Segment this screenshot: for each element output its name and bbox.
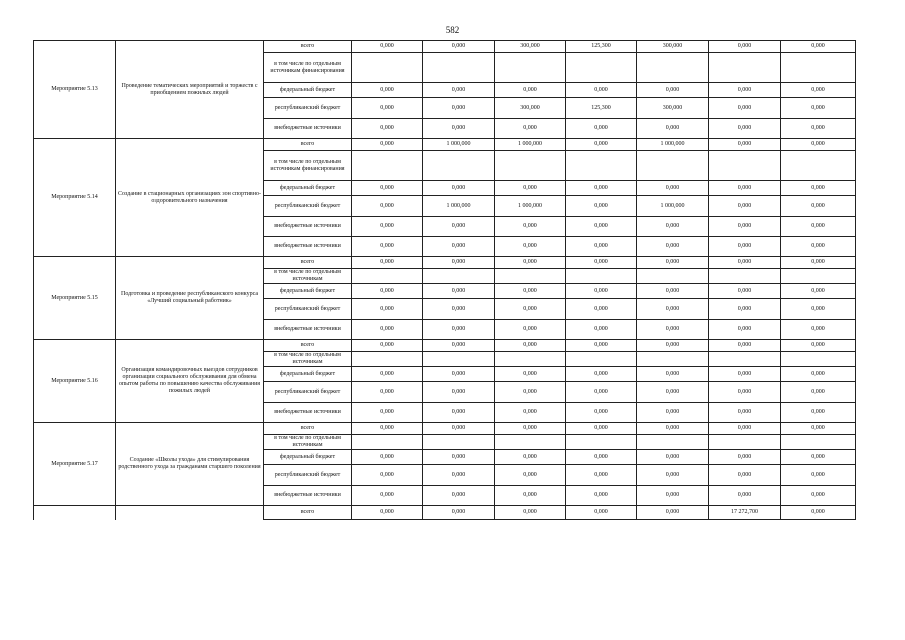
amount-cell: 0,000 (423, 465, 495, 486)
amount-cell: 0,000 (423, 41, 495, 53)
amount-cell (352, 151, 423, 181)
amount-cell: 0,000 (566, 403, 637, 423)
amount-cell (709, 53, 781, 83)
funding-source: республиканский бюджет (264, 382, 352, 403)
amount-cell (637, 53, 709, 83)
amount-cell: 0,000 (423, 340, 495, 352)
measure-description (116, 506, 264, 520)
amount-cell (352, 435, 423, 450)
funding-source: республиканский бюджет (264, 465, 352, 486)
measure-id: Мероприятие 5.15 (34, 257, 116, 340)
amount-cell (566, 151, 637, 181)
amount-cell: 0,000 (566, 486, 637, 506)
amount-cell: 0,000 (637, 506, 709, 520)
measure-description: Проведение тематических мероприятий и торжеств с приобщением пожилых людей (116, 41, 264, 139)
table-row (34, 139, 856, 151)
amount-cell: 300,000 (637, 41, 709, 53)
amount-cell: 0,000 (709, 119, 781, 139)
amount-cell: 0,000 (781, 196, 856, 217)
amount-cell: 0,000 (352, 196, 423, 217)
amount-cell: 0,000 (352, 217, 423, 237)
amount-cell: 0,000 (495, 83, 566, 98)
funding-source: всего (264, 506, 352, 520)
amount-cell: 125,300 (566, 98, 637, 119)
amount-cell (423, 151, 495, 181)
funding-source: федеральный бюджет (264, 367, 352, 382)
amount-cell: 0,000 (423, 382, 495, 403)
amount-cell: 17 272,700 (709, 506, 781, 520)
amount-cell: 0,000 (495, 284, 566, 299)
amount-cell: 0,000 (781, 284, 856, 299)
measure-description: Создание в стационарных организациях зон спортивно-оздоровительного назначения (116, 139, 264, 257)
amount-cell: 125,300 (566, 41, 637, 53)
funding-source: федеральный бюджет (264, 181, 352, 196)
amount-cell: 1 000,000 (423, 139, 495, 151)
measure-id: Мероприятие 5.16 (34, 340, 116, 423)
amount-cell: 1 000,000 (637, 139, 709, 151)
amount-cell: 0,000 (423, 284, 495, 299)
amount-cell: 0,000 (781, 382, 856, 403)
amount-cell: 0,000 (352, 41, 423, 53)
funding-source: в том числе по отдельным источникам финансирования (264, 53, 352, 83)
amount-cell (566, 53, 637, 83)
amount-cell (352, 269, 423, 284)
amount-cell: 0,000 (566, 423, 637, 435)
amount-cell: 0,000 (781, 403, 856, 423)
amount-cell: 0,000 (566, 196, 637, 217)
amount-cell: 0,000 (709, 41, 781, 53)
table-row (34, 340, 856, 352)
amount-cell: 0,000 (637, 403, 709, 423)
amount-cell: 0,000 (423, 423, 495, 435)
measure-description: Подготовка и проведение республиканского конкурса «Лучший социальный работник» (116, 257, 264, 340)
amount-cell: 0,000 (352, 423, 423, 435)
amount-cell: 0,000 (352, 98, 423, 119)
funding-source: в том числе по отдельным источникам (264, 269, 352, 284)
amount-cell: 0,000 (781, 423, 856, 435)
amount-cell: 0,000 (495, 486, 566, 506)
amount-cell: 0,000 (637, 423, 709, 435)
amount-cell: 0,000 (566, 83, 637, 98)
amount-cell: 0,000 (495, 450, 566, 465)
amount-cell: 0,000 (781, 506, 856, 520)
amount-cell: 0,000 (709, 367, 781, 382)
amount-cell (495, 53, 566, 83)
amount-cell: 0,000 (495, 340, 566, 352)
amount-cell: 0,000 (495, 320, 566, 340)
amount-cell (709, 269, 781, 284)
amount-cell: 0,000 (495, 506, 566, 520)
amount-cell: 0,000 (423, 320, 495, 340)
amount-cell: 0,000 (566, 299, 637, 320)
amount-cell: 0,000 (352, 83, 423, 98)
funding-source: всего (264, 423, 352, 435)
amount-cell: 0,000 (352, 340, 423, 352)
amount-cell: 0,000 (423, 403, 495, 423)
amount-cell: 0,000 (637, 119, 709, 139)
amount-cell: 0,000 (352, 181, 423, 196)
amount-cell: 0,000 (781, 486, 856, 506)
funding-source: внебюджетные источники (264, 403, 352, 423)
measure-description: Организация командировочных выездов сотрудников организации социального обслуживания для обмена опытом работы по повышению качества обслуживания пожилых людей (116, 340, 264, 423)
amount-cell (781, 269, 856, 284)
amount-cell: 0,000 (352, 450, 423, 465)
amount-cell: 0,000 (637, 486, 709, 506)
amount-cell: 0,000 (495, 299, 566, 320)
amount-cell: 0,000 (352, 486, 423, 506)
amount-cell: 0,000 (637, 217, 709, 237)
amount-cell: 0,000 (781, 119, 856, 139)
amount-cell: 0,000 (566, 237, 637, 257)
amount-cell: 0,000 (352, 237, 423, 257)
amount-cell: 0,000 (709, 217, 781, 237)
amount-cell: 0,000 (423, 98, 495, 119)
amount-cell: 1 000,000 (423, 196, 495, 217)
amount-cell: 0,000 (566, 217, 637, 237)
funding-source: внебюджетные источники (264, 119, 352, 139)
amount-cell: 0,000 (781, 217, 856, 237)
amount-cell: 0,000 (566, 284, 637, 299)
amount-cell: 0,000 (709, 382, 781, 403)
amount-cell: 0,000 (566, 119, 637, 139)
amount-cell: 0,000 (495, 257, 566, 269)
amount-cell: 300,000 (637, 98, 709, 119)
amount-cell (709, 151, 781, 181)
amount-cell: 0,000 (637, 299, 709, 320)
amount-cell: 0,000 (352, 299, 423, 320)
amount-cell: 0,000 (495, 403, 566, 423)
amount-cell (637, 352, 709, 367)
measure-id: Мероприятие 5.13 (34, 41, 116, 139)
funding-source: всего (264, 257, 352, 269)
amount-cell: 0,000 (709, 423, 781, 435)
amount-cell: 0,000 (781, 450, 856, 465)
amount-cell: 0,000 (709, 83, 781, 98)
amount-cell: 0,000 (423, 299, 495, 320)
amount-cell: 0,000 (637, 284, 709, 299)
amount-cell: 0,000 (423, 450, 495, 465)
funding-source: республиканский бюджет (264, 98, 352, 119)
amount-cell: 0,000 (566, 367, 637, 382)
amount-cell: 1 000,000 (495, 139, 566, 151)
amount-cell: 0,000 (709, 299, 781, 320)
amount-cell: 0,000 (637, 83, 709, 98)
amount-cell: 0,000 (566, 320, 637, 340)
funding-source: федеральный бюджет (264, 83, 352, 98)
funding-source: внебюджетные источники (264, 320, 352, 340)
amount-cell: 0,000 (566, 382, 637, 403)
amount-cell: 0,000 (352, 506, 423, 520)
table-row (34, 506, 856, 520)
amount-cell: 300,000 (495, 41, 566, 53)
amount-cell: 0,000 (637, 340, 709, 352)
amount-cell (566, 435, 637, 450)
amount-cell: 0,000 (709, 139, 781, 151)
amount-cell (637, 151, 709, 181)
amount-cell: 0,000 (781, 237, 856, 257)
amount-cell: 0,000 (352, 257, 423, 269)
amount-cell: 0,000 (566, 139, 637, 151)
funding-source: внебюджетные источники (264, 237, 352, 257)
amount-cell: 0,000 (709, 320, 781, 340)
amount-cell: 0,000 (566, 257, 637, 269)
amount-cell (423, 269, 495, 284)
amount-cell: 1 000,000 (495, 196, 566, 217)
amount-cell (495, 352, 566, 367)
amount-cell (781, 352, 856, 367)
amount-cell (709, 435, 781, 450)
amount-cell (781, 53, 856, 83)
amount-cell: 0,000 (566, 465, 637, 486)
amount-cell (423, 53, 495, 83)
amount-cell: 0,000 (352, 465, 423, 486)
amount-cell: 0,000 (781, 367, 856, 382)
page-number: 582 (445, 25, 460, 35)
amount-cell (566, 269, 637, 284)
funding-source: федеральный бюджет (264, 284, 352, 299)
amount-cell: 0,000 (781, 340, 856, 352)
amount-cell: 0,000 (423, 506, 495, 520)
amount-cell: 0,000 (495, 465, 566, 486)
measure-id (34, 506, 116, 520)
measure-description: Создание «Школы ухода» для стимулирования родственного ухода за гражданами старшего поколения (116, 423, 264, 506)
amount-cell (781, 435, 856, 450)
amount-cell: 0,000 (709, 196, 781, 217)
amount-cell: 0,000 (495, 119, 566, 139)
funding-source: внебюджетные источники (264, 486, 352, 506)
amount-cell: 0,000 (637, 181, 709, 196)
budget-table (33, 40, 856, 520)
amount-cell: 0,000 (495, 217, 566, 237)
amount-cell (423, 435, 495, 450)
amount-cell: 0,000 (423, 257, 495, 269)
amount-cell: 0,000 (781, 98, 856, 119)
amount-cell: 0,000 (352, 284, 423, 299)
amount-cell: 0,000 (352, 119, 423, 139)
measure-id: Мероприятие 5.17 (34, 423, 116, 506)
amount-cell (709, 352, 781, 367)
amount-cell: 0,000 (423, 217, 495, 237)
amount-cell: 0,000 (709, 465, 781, 486)
amount-cell: 0,000 (495, 181, 566, 196)
amount-cell: 0,000 (637, 237, 709, 257)
funding-source: всего (264, 139, 352, 151)
amount-cell (566, 352, 637, 367)
amount-cell: 0,000 (781, 320, 856, 340)
funding-source: федеральный бюджет (264, 450, 352, 465)
amount-cell: 0,000 (495, 423, 566, 435)
amount-cell: 0,000 (423, 181, 495, 196)
amount-cell (637, 269, 709, 284)
amount-cell: 300,000 (495, 98, 566, 119)
amount-cell (637, 435, 709, 450)
amount-cell: 0,000 (566, 340, 637, 352)
funding-source: республиканский бюджет (264, 299, 352, 320)
amount-cell: 0,000 (637, 320, 709, 340)
amount-cell (423, 352, 495, 367)
amount-cell: 0,000 (495, 237, 566, 257)
amount-cell: 0,000 (352, 320, 423, 340)
amount-cell: 0,000 (423, 486, 495, 506)
funding-source: в том числе по отдельным источникам финансирования (264, 151, 352, 181)
funding-source: в том числе по отдельным источникам (264, 352, 352, 367)
amount-cell: 0,000 (781, 465, 856, 486)
amount-cell: 0,000 (423, 119, 495, 139)
amount-cell: 0,000 (709, 257, 781, 269)
amount-cell: 0,000 (781, 139, 856, 151)
amount-cell: 0,000 (709, 284, 781, 299)
amount-cell (352, 53, 423, 83)
funding-source: всего (264, 340, 352, 352)
amount-cell: 0,000 (709, 237, 781, 257)
amount-cell: 0,000 (709, 340, 781, 352)
amount-cell: 0,000 (781, 257, 856, 269)
table-row (34, 257, 856, 269)
funding-source: республиканский бюджет (264, 196, 352, 217)
amount-cell: 0,000 (423, 237, 495, 257)
amount-cell: 0,000 (637, 367, 709, 382)
amount-cell: 0,000 (352, 367, 423, 382)
amount-cell: 0,000 (352, 382, 423, 403)
amount-cell: 1 000,000 (637, 196, 709, 217)
amount-cell: 0,000 (423, 83, 495, 98)
amount-cell: 0,000 (709, 450, 781, 465)
amount-cell (495, 435, 566, 450)
table-row (34, 423, 856, 435)
amount-cell: 0,000 (781, 181, 856, 196)
amount-cell (495, 269, 566, 284)
amount-cell: 0,000 (566, 181, 637, 196)
amount-cell (495, 151, 566, 181)
amount-cell (781, 151, 856, 181)
amount-cell: 0,000 (423, 367, 495, 382)
amount-cell: 0,000 (566, 450, 637, 465)
amount-cell: 0,000 (637, 450, 709, 465)
amount-cell: 0,000 (637, 382, 709, 403)
amount-cell: 0,000 (781, 299, 856, 320)
table-row (34, 41, 856, 53)
measure-id: Мероприятие 5.14 (34, 139, 116, 257)
amount-cell: 0,000 (352, 139, 423, 151)
amount-cell: 0,000 (637, 465, 709, 486)
funding-source: внебюджетные источники (264, 217, 352, 237)
amount-cell: 0,000 (781, 83, 856, 98)
amount-cell: 0,000 (709, 98, 781, 119)
amount-cell: 0,000 (566, 506, 637, 520)
funding-source: в том числе по отдельным источникам (264, 435, 352, 450)
amount-cell: 0,000 (709, 181, 781, 196)
amount-cell: 0,000 (637, 257, 709, 269)
amount-cell: 0,000 (495, 367, 566, 382)
amount-cell: 0,000 (709, 403, 781, 423)
amount-cell: 0,000 (781, 41, 856, 53)
amount-cell: 0,000 (495, 382, 566, 403)
amount-cell (352, 352, 423, 367)
funding-source: всего (264, 41, 352, 53)
amount-cell: 0,000 (352, 403, 423, 423)
amount-cell: 0,000 (709, 486, 781, 506)
